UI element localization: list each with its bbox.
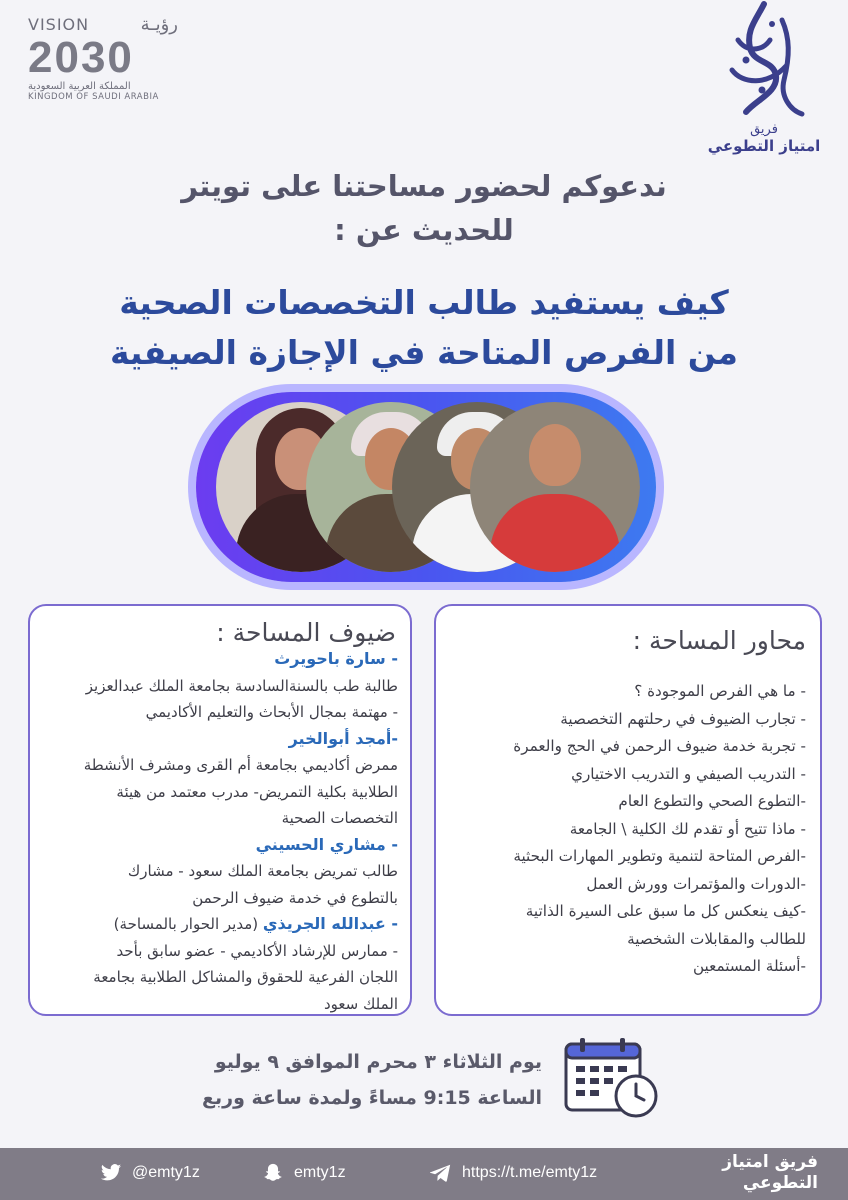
- calligraphy-logo-icon: [716, 0, 812, 128]
- topic-item: -التطوع الصحي والتطوع العام: [618, 792, 806, 810]
- footer-twitter[interactable]: [100, 1162, 200, 1184]
- guest-name: - مشاري الحسيني: [255, 834, 398, 854]
- guest-bio-line: الملك سعود: [323, 994, 398, 1013]
- topic-item: للطالب والمقابلات الشخصية: [627, 929, 806, 948]
- vision-word-ar: رؤيـة: [140, 14, 178, 35]
- snapchat-icon: [262, 1162, 284, 1184]
- headline-line-1: كيف يستفيد طالب التخصصات الصحية: [119, 283, 729, 322]
- footer-telegram[interactable]: [430, 1162, 597, 1184]
- guests-title: ضيوف المساحة :: [216, 618, 396, 647]
- guest-bio-line: بالتطوع في خدمة ضيوف الرحمن: [192, 888, 398, 907]
- guest-entry: [40, 911, 398, 1017]
- event-time: الساعة 9:15 مساءً ولمدة ساعة وربع: [202, 1087, 542, 1109]
- topics-list: [448, 678, 806, 981]
- topic-item: -كيف ينعكس كل ما سبق على السيرة الذاتية: [525, 902, 806, 920]
- guests-photo-strip: [196, 392, 656, 582]
- event-datetime: [190, 1044, 542, 1116]
- vision-word-en: VISION: [28, 15, 90, 34]
- guest-name: -أمجد أبوالخير: [288, 728, 398, 748]
- guest-bio-line: التخصصات الصحية: [281, 809, 398, 827]
- telegram-link: https://t.me/emty1z: [462, 1164, 598, 1181]
- topic-item: - ما هي الفرص الموجودة ؟: [634, 682, 806, 700]
- guest-name: - سارة باحويرث: [274, 649, 398, 668]
- event-date: يوم الثلاثاء ٣ محرم الموافق ٩ يوليو: [214, 1051, 542, 1073]
- calendar-clock-icon: [562, 1036, 662, 1120]
- telegram-icon: [430, 1162, 452, 1184]
- footer-brand: [722, 1152, 818, 1194]
- vision-year: 2030: [28, 33, 134, 82]
- topic-item: -الدورات والمؤتمرات وورش العمل: [586, 874, 806, 893]
- guests-list: [40, 646, 398, 1017]
- vision-kingdom-ar: المملكة العربية السعودية: [28, 81, 131, 92]
- guest-bio-line: ممرض أكاديمي بجامعة أم القرى ومشرف الأنشطة: [83, 756, 398, 774]
- topic-item: - التدريب الصيفي و التدريب الاختياري: [571, 764, 806, 783]
- invitation-text: [0, 164, 848, 252]
- topic-item: - تجربة خدمة ضيوف الرحمن في الحج والعمرة: [513, 737, 806, 755]
- team-logo-line1: فريق: [750, 122, 778, 137]
- twitter-handle: @emty1z: [132, 1164, 200, 1181]
- footer-brand-line1: فريق امتياز: [722, 1152, 818, 1172]
- footer-brand-line2: التطوعي: [742, 1173, 818, 1193]
- guest-bio-line: اللجان الفرعية للحقوق والمشاكل الطلابية بجامعة: [93, 968, 398, 986]
- team-logo-line2: امتياز التطوعي: [707, 137, 821, 155]
- guest-bio-line: طالب تمريض بجامعة الملك سعود - مشارك: [127, 862, 398, 880]
- vision-kingdom-en: KINGDOM OF SAUDI ARABIA: [28, 92, 159, 102]
- invite-line-1: ندعوكم لحضور مساحتنا على تويتر: [181, 169, 667, 203]
- vision-2030-logo: [28, 14, 178, 114]
- topic-item: - ماذا تتيح أو تقدم لك الكلية \ الجامعة: [569, 819, 806, 838]
- headline-line-2: من الفرص المتاحة في الإجازة الصيفية: [110, 333, 738, 372]
- twitter-icon: [100, 1162, 122, 1184]
- footer-bar: [0, 1148, 848, 1200]
- guest-photo-4: [470, 402, 640, 572]
- topic-item: -أسئلة المستمعين: [692, 957, 806, 975]
- topics-box: [434, 604, 822, 1016]
- snapchat-handle: emty1z: [294, 1164, 346, 1181]
- topic-item: - تجارب الضيوف في رحلتهم التخصصية: [560, 709, 806, 728]
- guest-entry: [40, 832, 398, 912]
- invite-line-2: للحديث عن :: [334, 213, 514, 247]
- footer-snapchat[interactable]: [262, 1162, 346, 1184]
- guests-box: [28, 604, 412, 1016]
- team-logo: [704, 0, 824, 170]
- guest-entry: [40, 646, 398, 726]
- guest-bio-line: - مهتمة بمجال الأبحاث والتعليم الأكاديمي: [145, 703, 398, 721]
- topics-title: محاور المساحة :: [632, 626, 806, 655]
- headline: [0, 278, 848, 378]
- guest-name: - عبدالله الجريذي: [262, 914, 398, 933]
- guest-role-note: (مدير الحوار بالمساحة): [113, 915, 259, 933]
- guest-bio-line: - ممارس للإرشاد الأكاديمي - عضو سابق بأحد: [116, 941, 398, 960]
- guest-entry: [40, 726, 398, 832]
- guest-bio-line: طالبة طب بالسنةالسادسة بجامعة الملك عبدالعزيز: [85, 676, 398, 695]
- guest-bio-line: الطلابية بكلية التمريض- مدرب معتمد من هيئة: [116, 782, 398, 801]
- topic-item: -الفرص المتاحة لتنمية وتطوير المهارات البحثية: [513, 847, 806, 865]
